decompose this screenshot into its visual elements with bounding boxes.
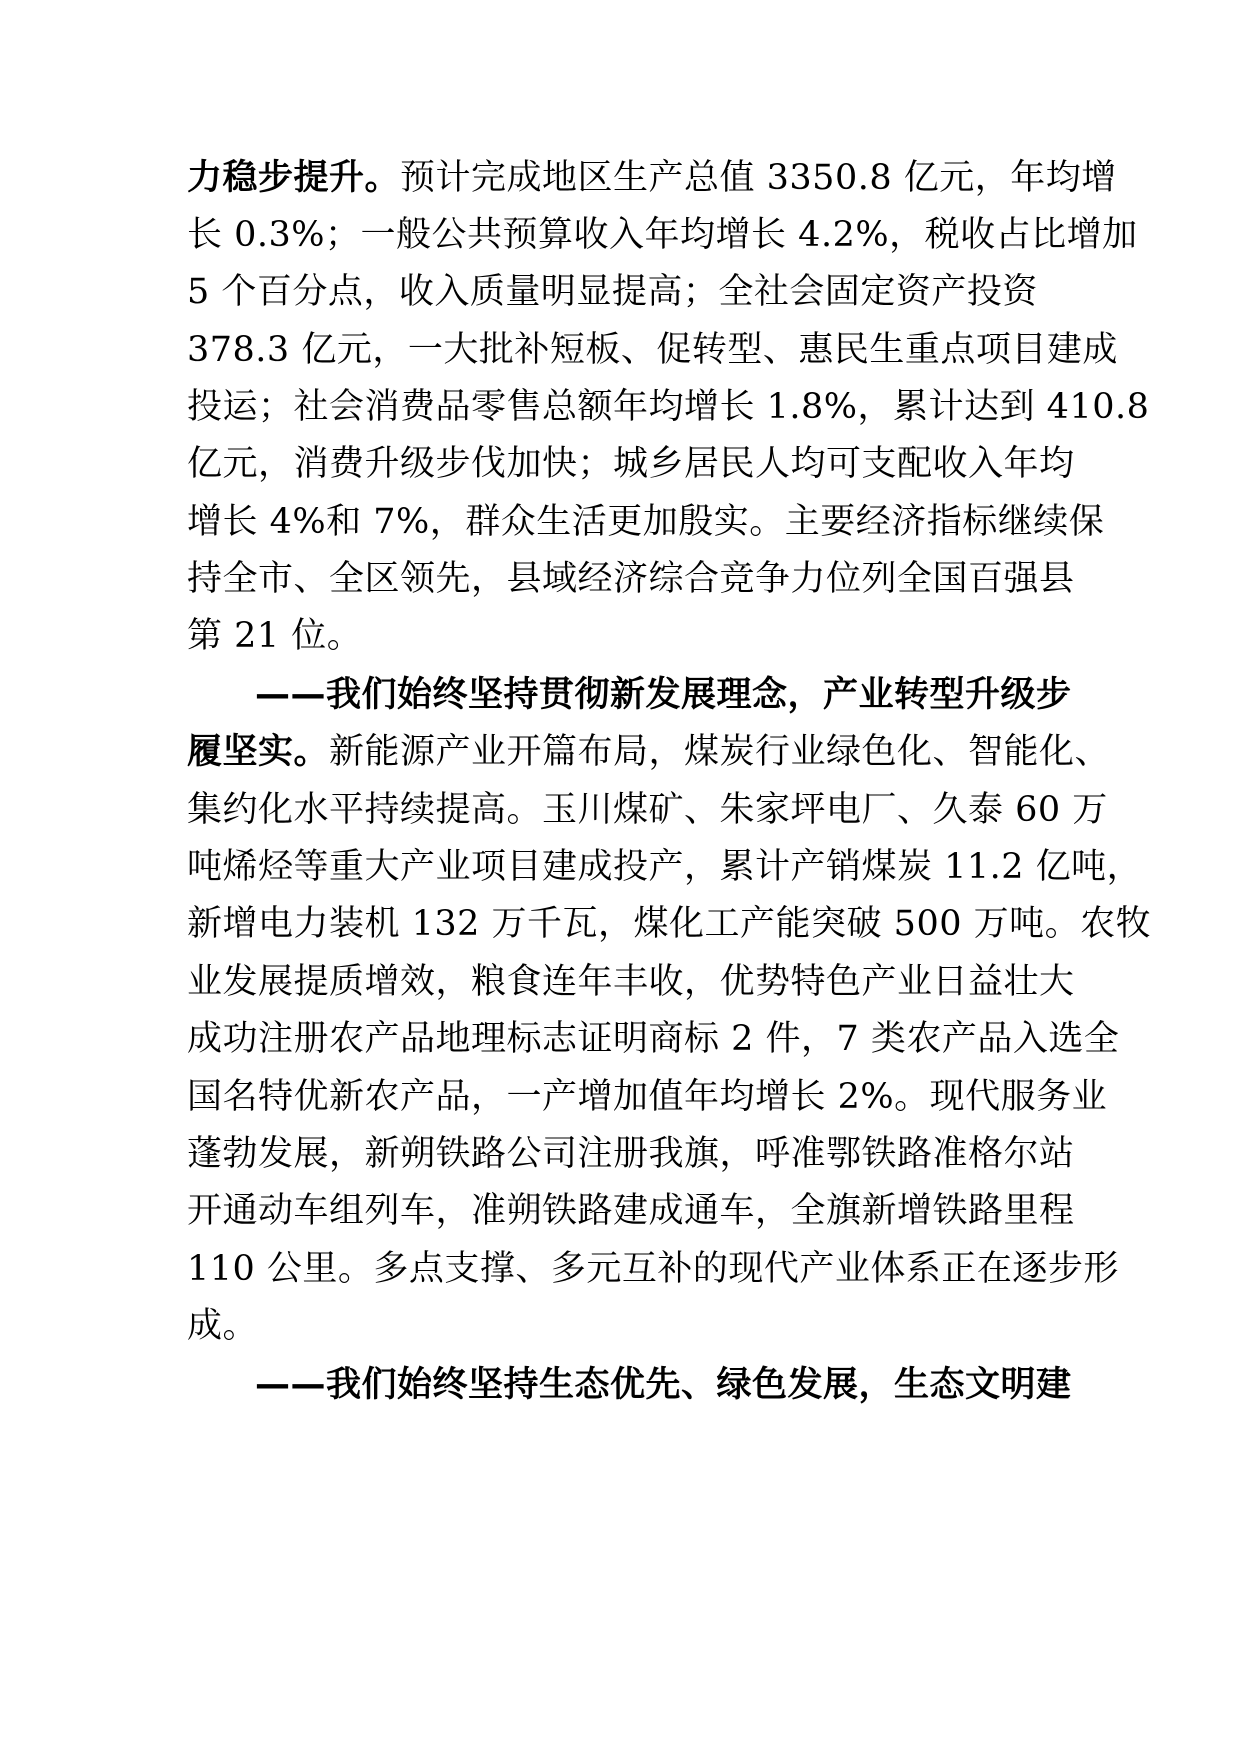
bold-phrase: ——我们始终坚持贯彻新发展理念，产业转型升级步 [255, 675, 1072, 715]
line-text: 业发展提质增效，粮食连年丰收，优势特色产业日益壮大 [187, 962, 1075, 1002]
text-line [187, 260, 1038, 324]
line-text: 预计完成地区生产总值 3350.8 亿元，年均增 [400, 158, 1117, 198]
section-heading-line [255, 663, 1072, 727]
line-text: 吨烯烃等重大产业项目建成投产，累计产销煤炭 11.2 亿吨， [187, 847, 1143, 887]
line-text: 第 21 位。 [187, 616, 363, 656]
line-text: 成功注册农产品地理标志证明商标 2 件，7 类农产品入选全 [187, 1019, 1120, 1059]
text-line [187, 1179, 1075, 1243]
line-text: 亿元，消费升级步伐加快；城乡居民人均可支配收入年均 [187, 444, 1075, 484]
text-line [187, 720, 1110, 784]
line-text: 成。 [187, 1306, 259, 1346]
text-line [187, 1122, 1075, 1186]
text-line [187, 146, 1117, 210]
text-line [187, 1007, 1119, 1071]
text-line [187, 1065, 1107, 1129]
line-text: 持全市、全区领先，县域经济综合竞争力位列全国百强县 [187, 559, 1075, 599]
text-line [187, 950, 1075, 1014]
section-heading-line [255, 1353, 1072, 1417]
text-line [187, 778, 1108, 842]
text-line [187, 375, 1149, 439]
text-line [187, 432, 1075, 496]
bold-phrase: 力稳步提升。 [187, 158, 401, 198]
line-text: 长 0.3%；一般公共预算收入年均增长 4.2%，税收占比增加 [187, 215, 1138, 255]
line-text: 集约化水平持续提高。玉川煤矿、朱家坪电厂、久泰 60 万 [187, 790, 1108, 830]
line-text: 110 公里。多点支撑、多元互补的现代产业体系正在逐步形 [187, 1249, 1119, 1289]
text-line [187, 1294, 258, 1358]
line-text: 蓬勃发展，新朔铁路公司注册我旗，呼准鄂铁路准格尔站 [187, 1134, 1075, 1174]
text-line [187, 318, 1118, 382]
text-line [187, 892, 1151, 956]
line-text: 新能源产业开篇布局，煤炭行业绿色化、智能化、 [329, 732, 1111, 772]
bold-phrase: ——我们始终坚持生态优先、绿色发展，生态文明建 [255, 1365, 1072, 1405]
text-line [187, 604, 362, 668]
text-line [187, 547, 1075, 611]
line-text: 开通动车组列车，准朔铁路建成通车，全旗新增铁路里程 [187, 1191, 1075, 1231]
line-text: 增长 4%和 7%，群众生活更加殷实。主要经济指标继续保 [187, 502, 1105, 542]
line-text: 378.3 亿元，一大批补短板、促转型、惠民生重点项目建成 [187, 330, 1118, 370]
line-text: 投运；社会消费品零售总额年均增长 1.8%，累计达到 410.8 [187, 387, 1150, 427]
text-line [187, 203, 1138, 267]
bold-phrase: 履坚实。 [187, 732, 330, 772]
line-text: 5 个百分点，收入质量明显提高；全社会固定资产投资 [187, 272, 1038, 312]
text-line [187, 835, 1142, 899]
line-text: 国名特优新农产品，一产增加值年均增长 2%。现代服务业 [187, 1077, 1108, 1117]
line-text: 新增电力装机 132 万千瓦，煤化工产能突破 500 万吨。农牧 [187, 904, 1152, 944]
text-line [187, 490, 1104, 554]
text-line [187, 1237, 1119, 1301]
